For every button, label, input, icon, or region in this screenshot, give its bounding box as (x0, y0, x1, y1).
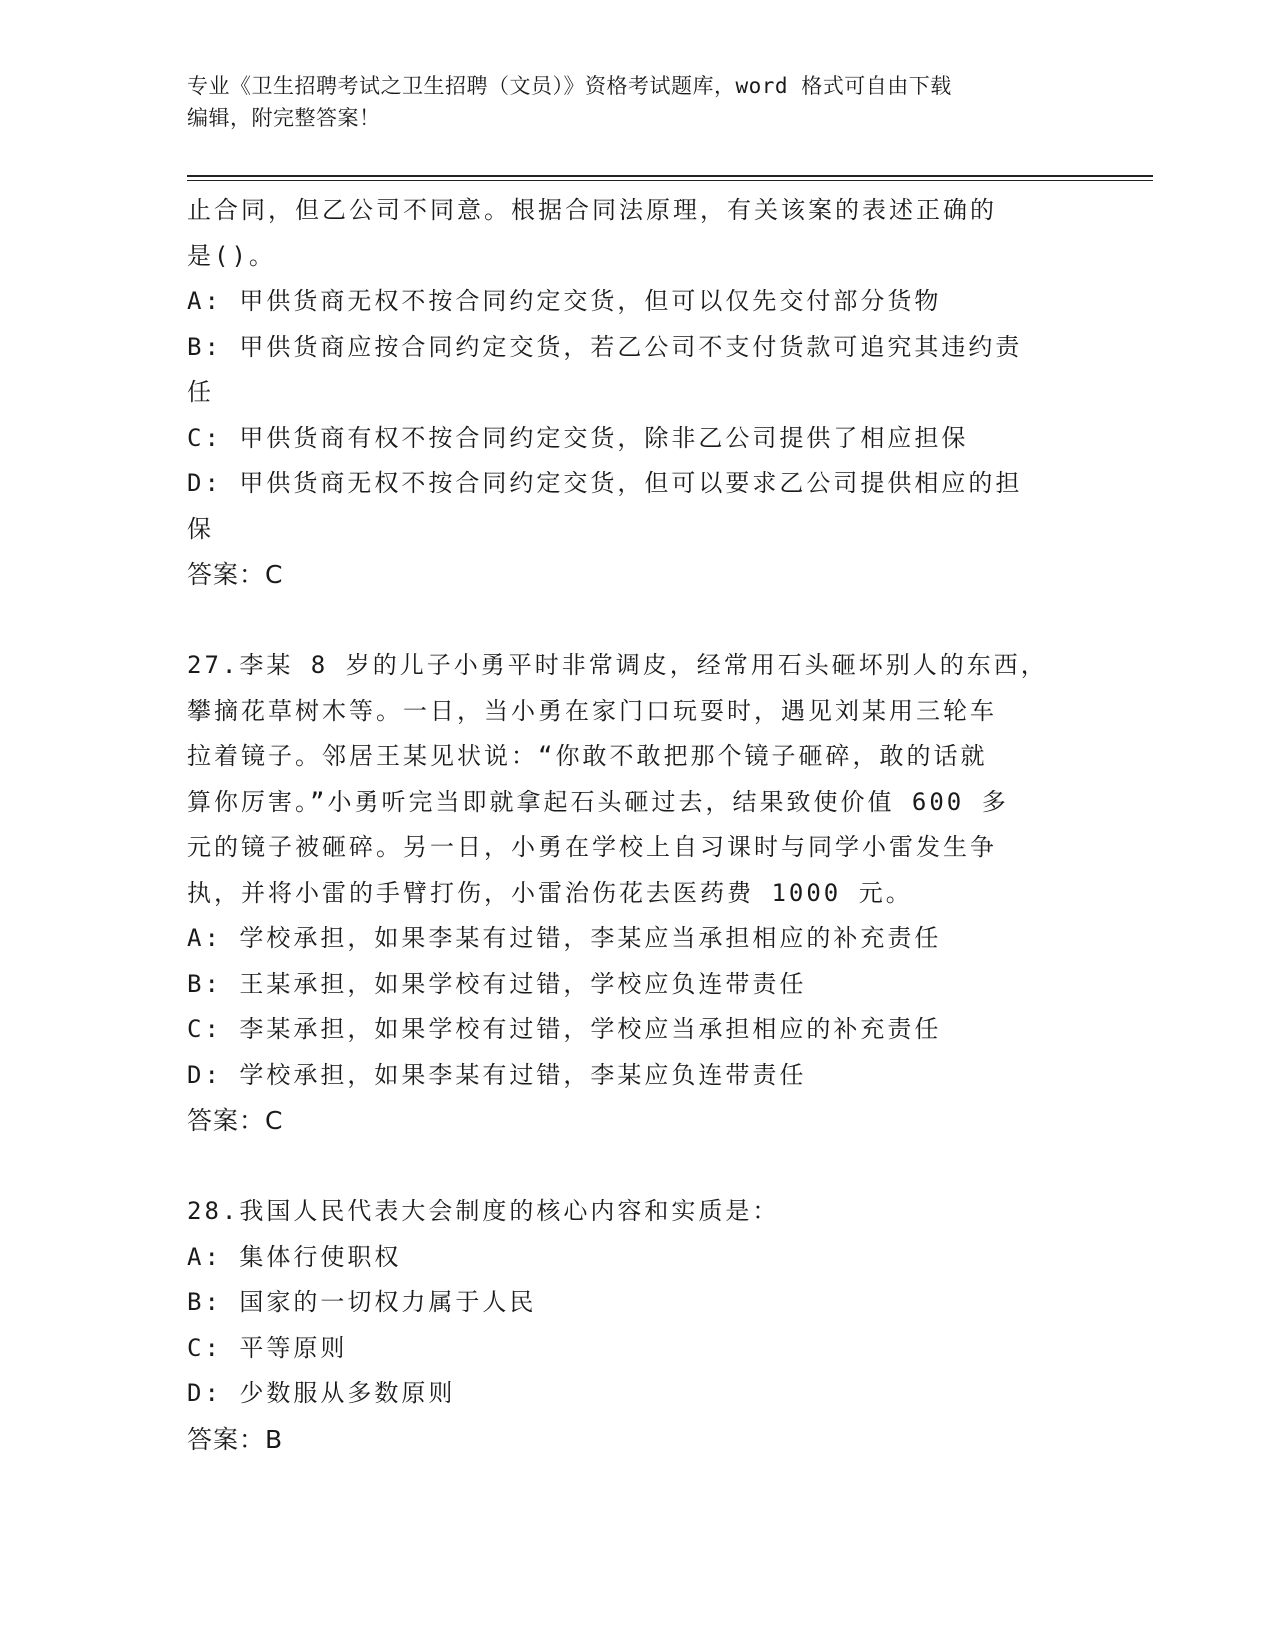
question-27 (187, 643, 1087, 1144)
question-stem-line: 止合同，但乙公司不同意。根据合同法原理，有关该案的表述正确的 (187, 196, 997, 224)
option-a: A: 集体行使职权 (187, 1242, 402, 1271)
header-divider (187, 175, 1153, 177)
question-stem-line: 元的镜子被砸碎。另一日，小勇在学校上自习课时与同学小雷发生争 (187, 833, 997, 861)
option-d: D: 学校承担，如果李某有过错，李某应负连带责任 (187, 1060, 807, 1089)
option-c: C: 平等原则 (187, 1333, 348, 1362)
question-stem-line: 攀摘花草树木等。一日，当小勇在家门口玩耍时，遇见刘某用三轮车 (187, 696, 997, 725)
question-stem-line: 算你厉害。”小勇听完当即就拿起石头砸过去，结果致使价值 600 多 (187, 787, 1009, 816)
question-stem-line: 是()。 (187, 241, 276, 270)
answer: 答案：B (187, 1424, 284, 1454)
question-stem-line: 拉着镜子。邻居王某见状说：“你敢不敢把那个镜子砸碎，敢的话就 (187, 742, 988, 770)
question-28 (187, 1189, 1087, 1462)
header-line: 专业《卫生招聘考试之卫生招聘（文员）》资格考试题库，word 格式可自由下载 (187, 74, 952, 98)
answer: 答案：C (187, 560, 284, 589)
question-stem-line: 28.我国人民代表大会制度的核心内容和实质是： (187, 1197, 780, 1225)
option-d-continued: 保 (187, 514, 214, 543)
option-b: B: 国家的一切权力属于人民 (187, 1288, 537, 1316)
header-divider-thin (187, 180, 1153, 181)
option-d: D: 少数服从多数原则 (187, 1379, 456, 1407)
question-stem-line: 27.李某 8 岁的儿子小勇平时非常调皮，经常用石头砸坏别人的东西， (187, 651, 1048, 679)
option-b-continued: 任 (187, 378, 214, 406)
spacer (187, 1144, 1087, 1190)
option-a: A: 学校承担，如果李某有过错，李某应当承担相应的补充责任 (187, 924, 942, 952)
answer: 答案：C (187, 1106, 284, 1135)
header-line: 编辑，附完整答案！ (187, 106, 381, 130)
option-a: A: 甲供货商无权不按合同约定交货，但可以仅先交付部分货物 (187, 287, 942, 315)
document-header (187, 70, 1087, 134)
option-d: D: 甲供货商无权不按合同约定交货，但可以要求乙公司提供相应的担 (187, 469, 1023, 497)
option-b: B: 甲供货商应按合同约定交货，若乙公司不支付货款可追究其违约责 (187, 332, 1023, 361)
option-b: B: 王某承担，如果学校有过错，学校应负连带责任 (187, 969, 807, 998)
question-26 (187, 188, 1087, 598)
option-c: C: 李某承担，如果学校有过错，学校应当承担相应的补充责任 (187, 1015, 942, 1043)
question-stem-line: 执，并将小雷的手臂打伤，小雷治伤花去医药费 1000 元。 (187, 878, 913, 907)
option-c: C: 甲供货商有权不按合同约定交货，除非乙公司提供了相应担保 (187, 423, 969, 452)
question-content (187, 188, 1087, 1462)
spacer (187, 598, 1087, 644)
